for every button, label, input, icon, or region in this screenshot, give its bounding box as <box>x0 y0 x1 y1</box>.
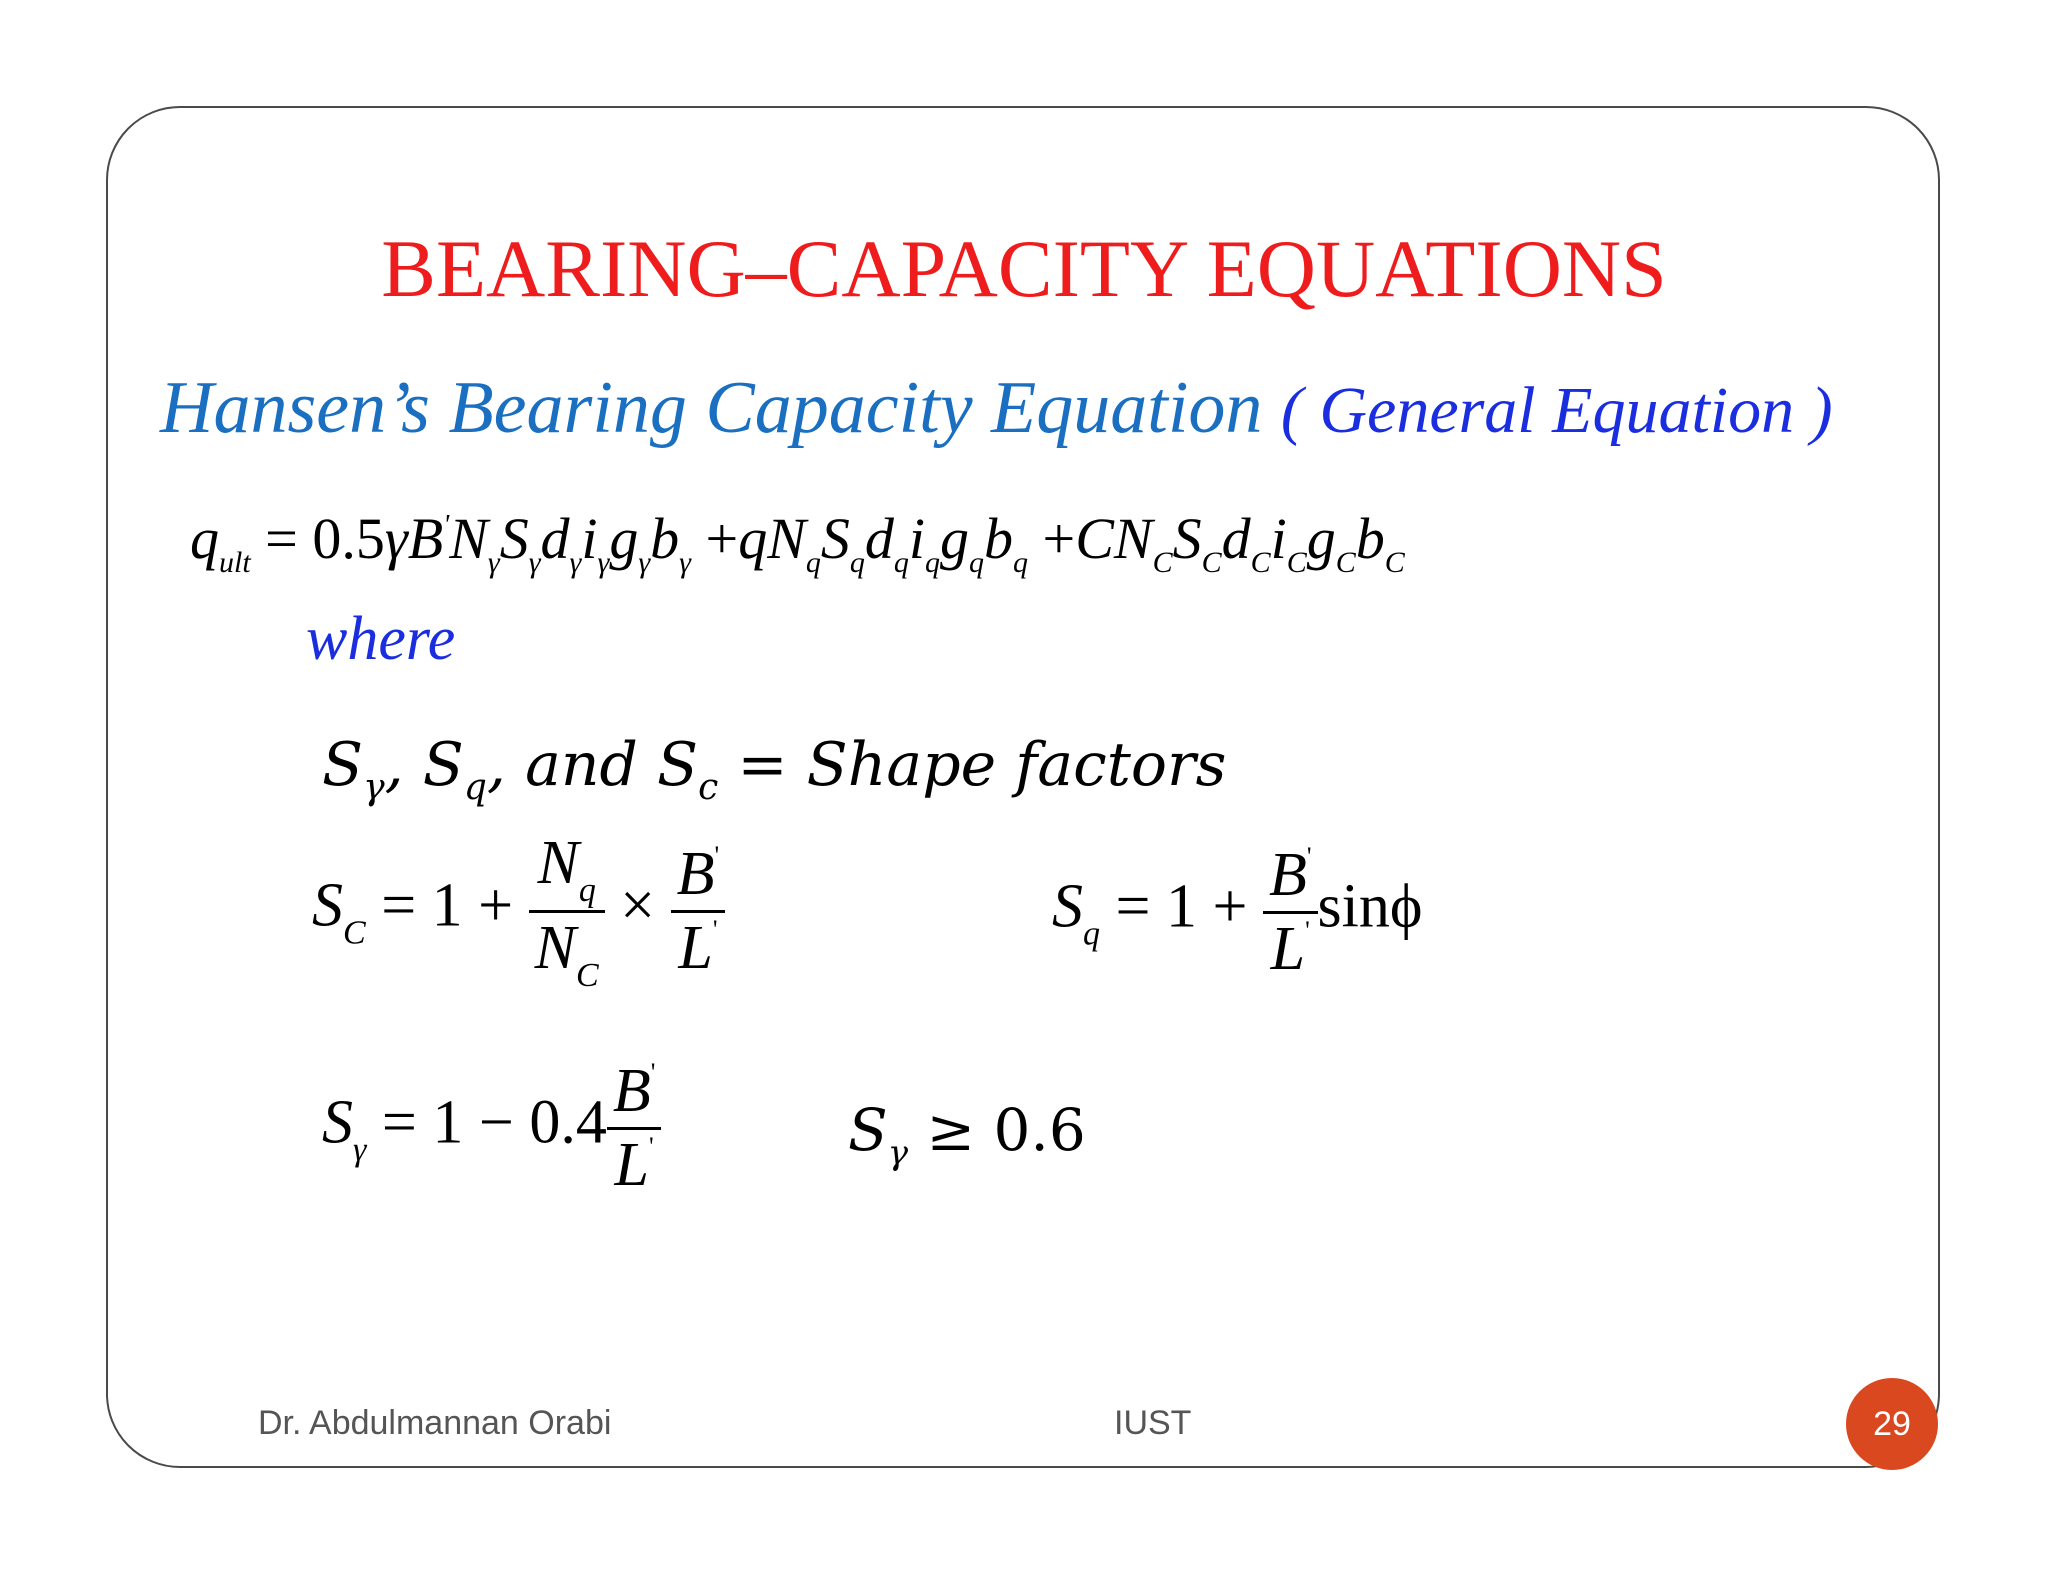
subtitle-paren: ( General Equation ) <box>1280 374 1833 447</box>
sc-rhs: = 1 + <box>381 871 514 940</box>
sgamma-minimum: $S_\gamma \ge 0.6$ <box>848 1096 1086 1173</box>
sg-min-value: ≥ 0.6 <box>926 1096 1086 1164</box>
where-label: where <box>306 605 456 673</box>
sgamma-equation: $S_\gamma = 1 - 0.4$ $\frac{B'}{L'}$ <box>322 1056 661 1201</box>
slide-title: BEARING–CAPACITY EQUATIONS <box>381 223 1667 314</box>
sq-fraction-b-l: $\frac{B'}{L'}$ <box>1263 840 1318 985</box>
footer-institution: IUST <box>1114 1404 1192 1442</box>
subtitle-text: Hansen’s Bearing Capacity Equation <box>160 367 1263 449</box>
sc-fraction-nq-nc: $\frac{N_q}{N_C}$ <box>529 828 605 995</box>
main-lhs: q <box>190 506 219 571</box>
sg-fraction-b-l: $\frac{B'}{L'}$ <box>607 1056 662 1201</box>
page-number: 29 <box>1873 1404 1911 1443</box>
sq-equation: $S_q = 1$ + $\frac{B'}{L'}$ sinϕ <box>1052 841 1423 983</box>
sq-rhs: = 1 + <box>1115 872 1248 941</box>
main-lhs-sub: ult <box>219 546 251 579</box>
hansen-general-equation: $q_{ult} = 0.5\gamma B'N_\gamma S_\gamma d_\gamma i_\gamma g_\gamma b_\gamma +qN_qS_qd_qi_qg_qb_q +CN_CS_Cd_Ci_Cg_Cb_C$ <box>190 506 1405 579</box>
sc-equation: $S_C = 1$ + $\frac{N_q}{N_C}$ × $\frac{B'}{L'}$ <box>312 828 725 995</box>
shape-line-text: = Shape factors <box>737 730 1227 800</box>
footer-author: Dr. Abdulmannan Orabi <box>258 1404 612 1442</box>
slide-subtitle <box>160 366 1833 451</box>
sg-rhs: = 1 − 0.4 <box>381 1088 607 1157</box>
page-number-badge <box>1846 1378 1938 1470</box>
sq-func: sinϕ <box>1317 872 1423 941</box>
shape-and: , and <box>486 730 657 800</box>
sc-fraction-b-l: $\frac{B'}{L'}$ <box>671 839 726 984</box>
shape-factors-definition: $S_\gamma$, $S_q$, and $S_c$ = Shape factors <box>322 730 1227 808</box>
